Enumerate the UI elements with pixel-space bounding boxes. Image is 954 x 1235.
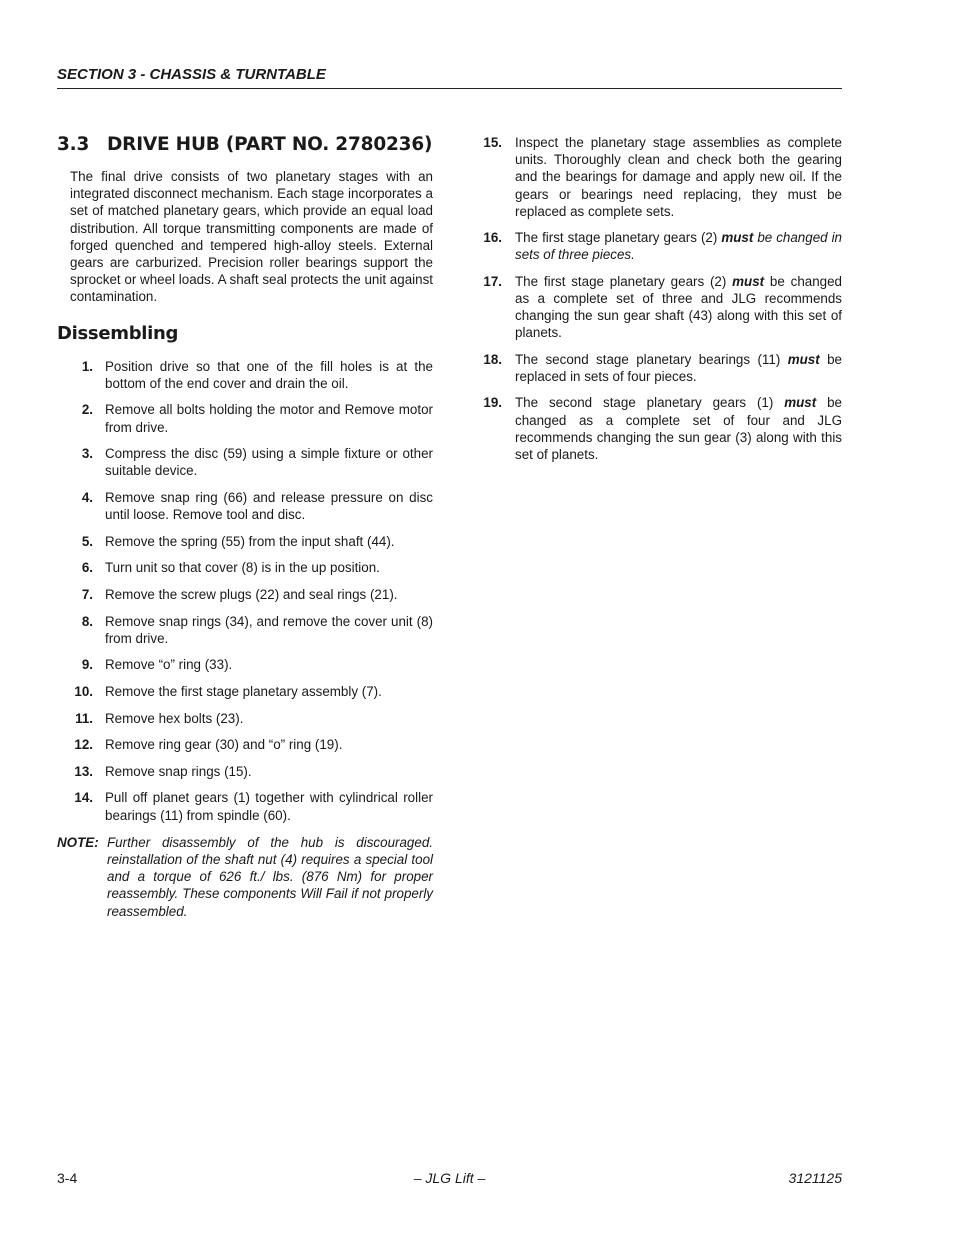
- section-number: 3.3: [57, 134, 90, 155]
- list-item: [57, 533, 433, 550]
- list-item: [57, 613, 433, 647]
- step-text: [502, 273, 842, 342]
- step-number: 10.: [74, 683, 93, 699]
- step-number: 16.: [483, 230, 502, 246]
- list-item: [57, 401, 433, 435]
- steps-list-left: [57, 358, 433, 824]
- emphasis-must: must: [787, 351, 820, 367]
- list-item: [57, 789, 433, 823]
- step-number: 7.: [81, 587, 93, 602]
- step-text-part: be changed as a complete set of four and JLG recommends changing the sun gear (3) along with this set of planets.: [515, 395, 842, 462]
- page-number: 3-4: [57, 1170, 78, 1186]
- list-item: [481, 229, 842, 263]
- list-item: [57, 736, 433, 753]
- step-number: 13.: [74, 763, 93, 779]
- step-number: 17.: [483, 273, 502, 289]
- section-heading: [57, 134, 433, 155]
- list-item: [57, 683, 433, 700]
- list-item: [57, 710, 433, 727]
- step-text: Remove hex bolts (23).: [105, 710, 244, 726]
- intro-paragraph: The final drive consists of two planetary stages with an integrated disconnect mechanism. Each stage incorporates a set of matched planetary gears, which provide an equal load distribution. All torque transmitting components are made of forged quenched and tempered high-alloy steels. External gears are carburized. Precision roller bearings support the sprocket or wheel loads. A shaft seal protects the unit against contamination.: [70, 169, 433, 305]
- list-item: [57, 358, 433, 392]
- step-text: Remove ring gear (30) and “o” ring (19).: [105, 737, 343, 753]
- step-text: Compress the disc (59) using a simple fixture or other suitable device.: [105, 446, 433, 479]
- step-number: 4.: [81, 490, 93, 506]
- step-text: [502, 394, 842, 463]
- step-number: 9.: [81, 657, 93, 673]
- step-text: Pull off planet gears (1) together with cylindrical roller bearings (11) from spindle (60).: [105, 790, 433, 823]
- steps-list-right: [481, 134, 842, 463]
- step-number: 12.: [74, 737, 93, 753]
- step-number: 14.: [74, 790, 93, 806]
- list-item: [481, 134, 842, 220]
- step-number: 6.: [81, 560, 93, 576]
- step-text: Remove “o” ring (33).: [105, 657, 233, 673]
- step-text: Turn unit so that cover (8) is in the up position.: [105, 560, 380, 576]
- right-column: [481, 134, 842, 472]
- note-text: Further disassembly of the hub is discouraged. reinstallation of the shaft nut (4) requires a special tool and a torque of 626 ft./ lbs. (876 Nm) for proper reassembly. These components Will Fail if not properly reassembled.: [107, 834, 433, 919]
- step-text: Remove the screw plugs (22) and seal rings (21).: [105, 587, 398, 602]
- step-text-part: The second stage planetary bearings (11): [515, 351, 788, 367]
- list-item: [57, 586, 433, 603]
- step-text: Remove all bolts holding the motor and Remove motor from drive.: [105, 402, 433, 435]
- step-text: [502, 229, 842, 263]
- step-text: Remove snap ring (66) and release pressure on disc until loose. Remove tool and disc.: [105, 490, 433, 523]
- step-number: 2.: [81, 402, 93, 418]
- emphasis-must: must: [732, 273, 765, 289]
- step-number: 15.: [483, 135, 502, 150]
- step-text-part: The first stage planetary gears (2): [515, 230, 722, 246]
- section-header-title: SECTION 3 - CHASSIS & TURNTABLE: [57, 66, 326, 83]
- step-text-part: be changed as a complete set of three and JLG recommends changing the sun gear shaft (43) along with this set of planets.: [515, 273, 843, 341]
- step-text-part: be replaced in sets of four pieces.: [515, 351, 842, 384]
- step-number: 18.: [483, 351, 502, 367]
- emphasis-must: must: [721, 230, 754, 246]
- list-item: [481, 351, 842, 385]
- list-item: [57, 763, 433, 780]
- step-text: [502, 351, 842, 385]
- step-text-part: The second stage planetary gears (1): [515, 395, 785, 411]
- step-number: 11.: [75, 710, 93, 726]
- list-item: [57, 559, 433, 576]
- list-item: [57, 445, 433, 479]
- step-text: Remove the first stage planetary assembly (7).: [105, 683, 382, 699]
- left-column: [57, 134, 433, 920]
- step-text-part: The first stage planetary gears (2): [515, 273, 733, 289]
- page-footer: [57, 1170, 842, 1188]
- subsection-heading: Dissembling: [57, 322, 179, 344]
- list-item: [57, 656, 433, 673]
- step-text: [502, 134, 842, 220]
- step-text: Position drive so that one of the fill holes is at the bottom of the end cover and drain the oil.: [105, 358, 433, 391]
- header-divider: [57, 88, 842, 89]
- step-number: 8.: [81, 613, 93, 629]
- step-text: Remove the spring (55) from the input shaft (44).: [105, 533, 395, 549]
- document-number: 3121125: [788, 1170, 842, 1186]
- step-text-part: Inspect the planetary stage assemblies as complete units. Thoroughly clean and check both the gearing and the bearings for damage and apply new oil. If the gears or bearings need replacing, they must be replaced as complete sets.: [515, 135, 842, 219]
- step-number: 5.: [81, 533, 93, 549]
- step-text-part: be changed in sets of three pieces.: [515, 230, 843, 263]
- emphasis-must: must: [784, 395, 817, 411]
- step-number: 3.: [81, 446, 93, 462]
- section-title: DRIVE HUB (PART NO. 2780236): [107, 134, 433, 155]
- step-text: Remove snap rings (34), and remove the cover unit (8) from drive.: [105, 613, 433, 646]
- step-number: 19.: [483, 395, 502, 411]
- list-item: [481, 394, 842, 463]
- note-label: NOTE:: [57, 834, 99, 850]
- list-item: [481, 273, 842, 342]
- step-number: 1.: [81, 358, 93, 374]
- list-item: [57, 489, 433, 523]
- step-text: Remove snap rings (15).: [105, 763, 252, 779]
- page-header: [57, 66, 842, 89]
- note-block: [57, 834, 433, 920]
- footer-brand: – JLG Lift –: [413, 1170, 486, 1186]
